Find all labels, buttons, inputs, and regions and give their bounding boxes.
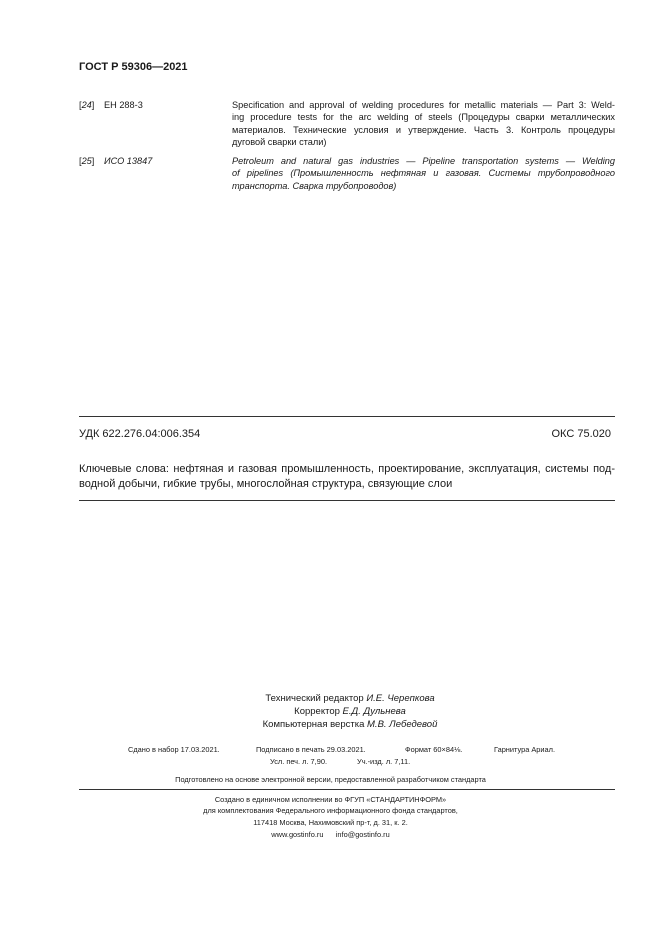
imprint-contacts [0, 830, 661, 839]
imprint-pub-sheets: Уч.-изд. л. 7,11. [357, 757, 411, 766]
imprint-signed: Подписано в печать 29.03.2021. [256, 745, 366, 754]
website-link[interactable]: www.gostinfo.ru [271, 830, 324, 839]
reference-number: [25] [79, 156, 95, 166]
reference-25 [79, 155, 615, 195]
imprint-typeface: Гарнитура Ариал. [494, 745, 556, 754]
divider-top [79, 416, 615, 417]
email-link[interactable]: info@gostinfo.ru [335, 830, 390, 839]
imprint-print-sheets: Усл. печ. л. 7,90. [270, 757, 327, 766]
reference-code: ИСО 13847 [104, 156, 153, 166]
imprint-created-2: для комплектования Федерального информационного фонда стандартов, [203, 806, 458, 815]
imprint-sent: Сдано в набор 17.03.2021. [128, 745, 220, 754]
corrector: Корректор Е.Д. Дульнева [294, 706, 406, 717]
reference-title: Specification and approval of welding procedures for metallic materials — Part 3: Weld- ing procedure tests for the arc welding of steels (Процедуры сварки металлических материалов. Технические условия и утверждение. Часть 3. Контроль процедуры дуговой сварки стали) [232, 100, 615, 148]
divider-bottom [79, 500, 615, 501]
imprint-prepared: Подготовлено на основе электронной версии, предоставленной разработчиком стандарта [175, 775, 486, 784]
imprint-address: 117418 Москва, Нахимовский пр-т, д. 31, к. 2. [253, 818, 408, 827]
reference-24 [79, 99, 615, 149]
credits-block [150, 692, 550, 731]
tech-editor: Технический редактор И.Е. Черепкова [265, 693, 435, 704]
divider-imprint [79, 789, 615, 790]
imprint-format: Формат 60×84⅛. [405, 745, 463, 754]
udk-code: УДК 622.276.04:006.354 [79, 428, 201, 440]
keywords: Ключевые слова: нефтяная и газовая промышленность, проектирование, эксплуатация, системы под- водной добычи, гибкие трубы, многослойная структура, связующие слои [79, 463, 615, 490]
imprint-created-1: Создано в единичном исполнении во ФГУП «СТАНДАРТИНФОРМ» [214, 795, 447, 804]
reference-title: Petroleum and natural gas industries — Pipeline transportation systems — Welding of pipelines (Промышленность нефтяная и газовая. Системы трубопроводного транспорта. Сварка трубопроводов) [232, 156, 615, 191]
oks-code: ОКС 75.020 [551, 428, 611, 440]
reference-number: [24] [79, 100, 95, 110]
layout-designer: Компьютерная верстка М.В. Лебедевой [262, 719, 438, 730]
standard-number: ГОСТ Р 59306—2021 [79, 61, 188, 73]
reference-code: EH 288-3 [104, 100, 143, 110]
